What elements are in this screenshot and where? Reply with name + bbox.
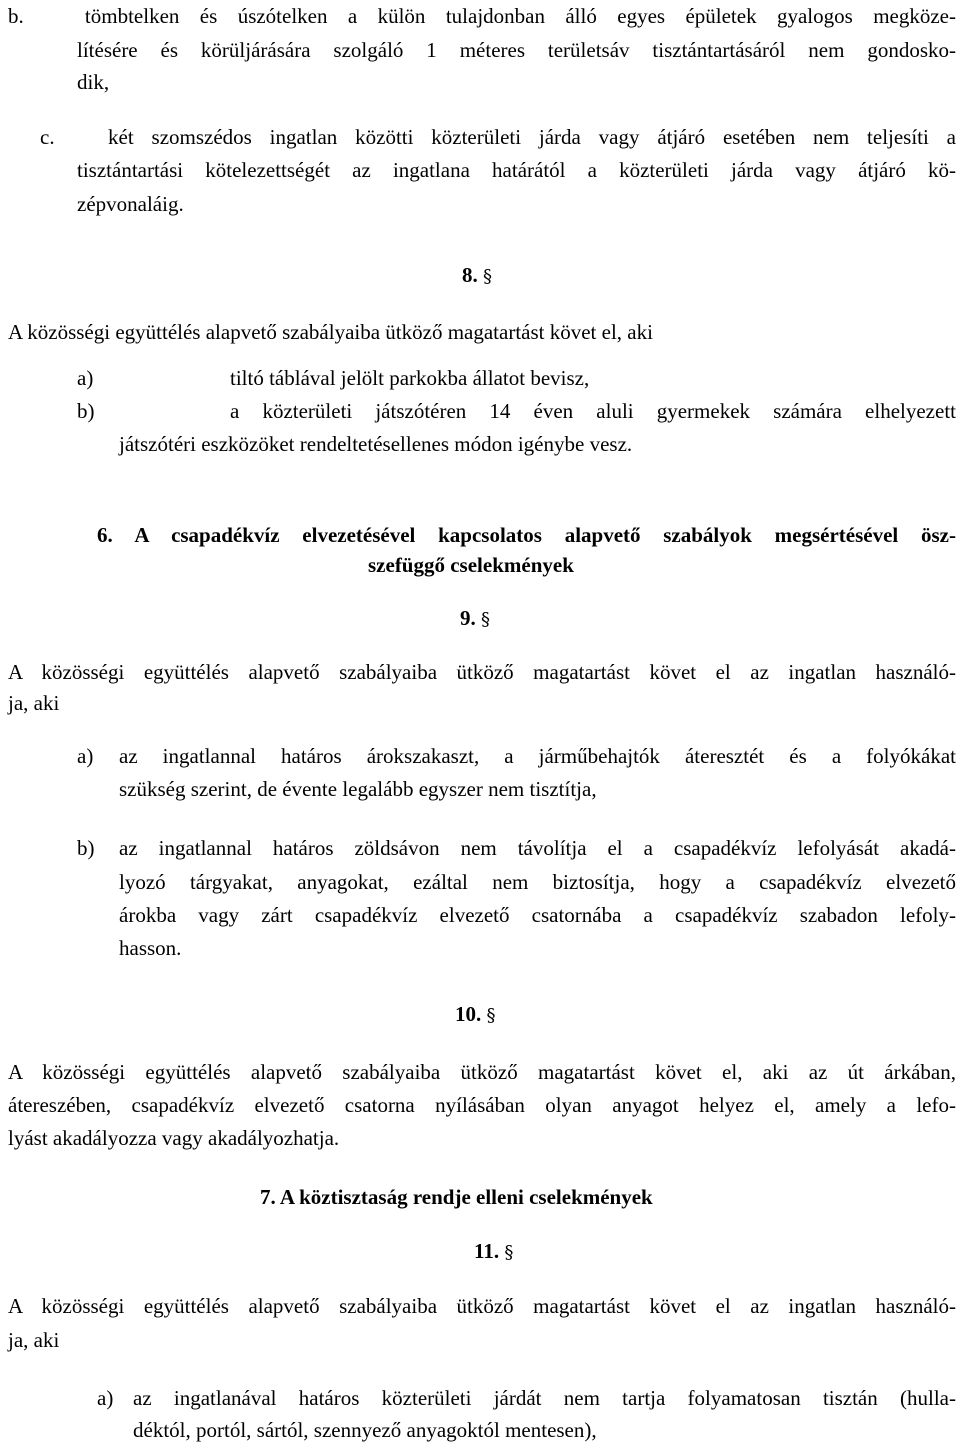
list-item-b-text: a közterületi játszótéren 14 éven aluli gyermekek számára elhelyezett	[230, 399, 956, 423]
list-item-a: tiltó táblával jelölt parkokba állatot bevisz,	[230, 366, 590, 390]
list-item-b-line1: az ingatlannal határos zöldsávon nem távolítja el a csapadékvíz lefolyását akadá-	[119, 836, 956, 860]
list-item-a-line1: az ingatlanával határos közterületi járdát nem tartja folyamatosan tisztán (hulla-	[133, 1386, 956, 1410]
section-10-line3: lyást akadályozza vagy akadályozhatja.	[8, 1126, 340, 1150]
list-marker-b: b)	[77, 399, 95, 423]
section-11-heading	[474, 1239, 513, 1265]
list-marker-a: a)	[77, 366, 94, 390]
section-number: 8.	[462, 263, 478, 287]
list-item-b-line2: lítésére és körüljárására szolgáló 1 méteres területsáv tisztántartásáról nem gondosko-	[77, 38, 956, 62]
chapter-6-heading-line1: 6. A csapadékvíz elvezetésével kapcsolatos alapvető szabályok megsértésével ösz-	[97, 523, 956, 547]
list-marker-a: a)	[77, 744, 94, 768]
chapter-7-heading: 7. A köztisztaság rendje elleni cselekmények	[260, 1185, 653, 1209]
chapter-6-heading-line2: szefüggő cselekmények	[368, 553, 574, 577]
list-item-a-line2: szükség szerint, de évente legalább egyszer nem tisztítja,	[119, 777, 597, 801]
section-sign-icon: §	[504, 1242, 514, 1263]
section-11-intro-line1: A közösségi együttélés alapvető szabályaiba ütköző magatartást követ el az ingatlan használó-	[8, 1294, 956, 1318]
list-item-c-line2: tisztántartási kötelezettségét az ingatlana határától a közterületi járda vagy átjáró kö-	[77, 158, 956, 182]
section-10-heading	[455, 1002, 496, 1028]
list-item-c-line1: c. két szomszédos ingatlan közötti közterületi járda vagy átjáró esetében nem teljesíti a	[40, 125, 956, 149]
section-sign-icon: §	[483, 266, 492, 287]
section-sign-icon: §	[486, 1005, 496, 1026]
section-number: 11.	[474, 1239, 500, 1263]
list-item-b-cont: játszótéri eszközöket rendeltetésellenes módon igénybe vesz.	[119, 432, 633, 456]
section-11-intro-line2: ja, aki	[8, 1328, 60, 1352]
section-8-intro: A közösségi együttélés alapvető szabályaiba ütköző magatartást követ el, aki	[8, 320, 653, 344]
section-sign-icon: §	[481, 609, 490, 630]
section-9-heading	[460, 606, 490, 632]
section-8-heading	[462, 263, 492, 289]
list-item-b-line2: lyozó tárgyakat, anyagokat, ezáltal nem biztosítja, hogy a csapadékvíz elvezető	[119, 870, 956, 894]
list-item-b-line1: b. tömbtelken és úszótelken a külön tulajdonban álló egyes épületek gyalogos megköze-	[8, 4, 956, 28]
list-item-b-line4: hasson.	[119, 936, 182, 960]
list-item-a-line1: az ingatlannal határos árokszakaszt, a járműbehajtók áteresztét és a folyókákat	[119, 744, 956, 768]
section-9-intro-line2: ja, aki	[8, 691, 60, 715]
list-marker-a: a)	[97, 1386, 114, 1410]
section-10-line2: átereszében, csapadékvíz elvezető csatorna nyílásában olyan anyagot helyez el, amely a lefo-	[8, 1093, 956, 1117]
section-number: 10.	[455, 1002, 482, 1026]
section-10-line1: A közösségi együttélés alapvető szabályaiba ütköző magatartást követ el, aki az út árkában,	[8, 1060, 956, 1084]
section-number: 9.	[460, 606, 476, 630]
section-9-intro-line1: A közösségi együttélés alapvető szabályaiba ütköző magatartást követ el az ingatlan használó-	[8, 660, 956, 684]
list-item-c-line3: zépvonaláig.	[77, 192, 184, 216]
list-item-a-line2: déktól, portól, sártól, szennyező anyagoktól mentesen),	[133, 1418, 597, 1442]
list-marker-b: b)	[77, 836, 95, 860]
list-item-b-line3: árokba vagy zárt csapadékvíz elvezető csatornába a csapadékvíz szabadon lefoly-	[119, 903, 956, 927]
list-item-b-line3: dik,	[77, 70, 110, 94]
